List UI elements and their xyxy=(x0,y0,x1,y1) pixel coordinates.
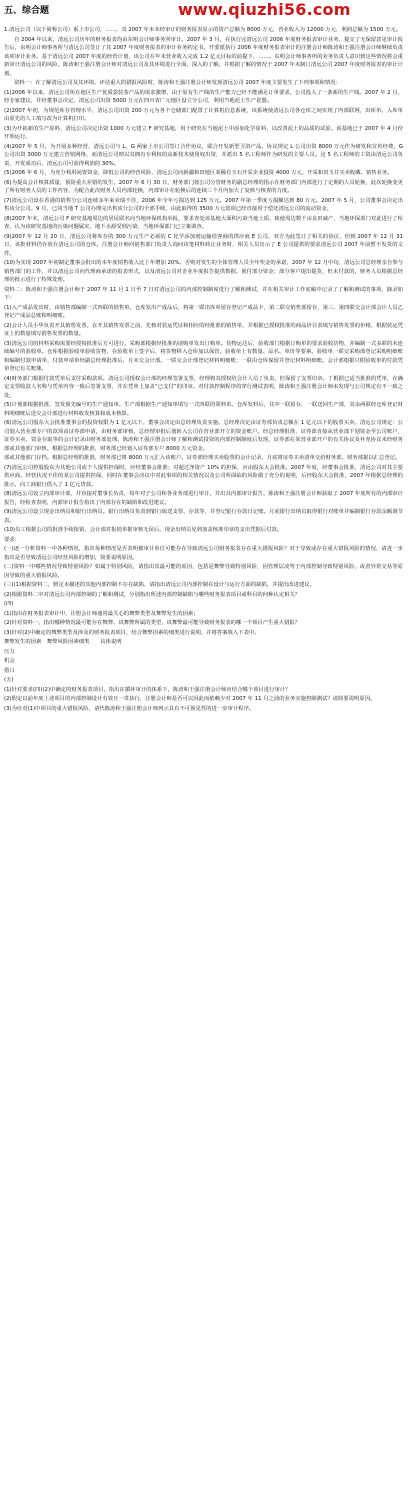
paragraph: (2)2007 年初，为规范库存管理水平，清远公司出资 200 万元为各个仓储部门配置了计算机信息系统，该系统使清远公司各仓库之间实现了内部联网，出库单、入库单由原先的人工填写改为计算机打印。 xyxy=(4,107,403,122)
paragraph: (8)清远公司设立内部审计部，并直接对董事长负责，每年对子公司和各业务部进行审计，并出具内部审计报告。陈涛和王强注册会计师获取了 2007 年度所有的内部审计报告，经检查表明，内部审计报告指出了内部存在的缺陷和改进建议。 xyxy=(4,491,403,506)
paragraph: (5)计划部根据批准，签发预先编号的生产通知单。生产部根据生产通知单填写一式四联的领料单。仓库发料后，其中一联留存，一联送回生产部，其余两联经仓库登记材料明细账后送交会计部进行材料收发核算和成本核算。 xyxy=(4,402,403,417)
paragraph: (3)针对(2)中确定的舞弊类型及涉及的财务报表项目，结合舞弊因素的细类进行说明，并将答案填入下表中。 xyxy=(4,629,260,636)
paragraph: (1)针对要求(四)(2)中确定的财务报表项目，指出在循环审计的体系下，陈涛和王强注册会计师应结合哪个项目进行审计？ xyxy=(4,686,291,693)
paragraph: (2)针对资料一，指出哪种情况最可能存在舞弊、该舞弊所属的类型，该舞弊最可能导致财务报表的哪一个项目产生重大错报？ xyxy=(4,620,301,626)
site-watermark: www.qiuzhi56.com xyxy=(178,0,351,19)
paragraph: (2)会计人员小华负责开具销售发票。在开具销售发票之前，先核对装运凭证和相应的经批准的销售单，并根据已授权批准的商品价目表填写销售发票的价格，根据装运凭证上的数量填写销售发票的数量。 xyxy=(4,322,403,337)
paragraph: (8)2007 年末，清远公司 F 研究基地周边的居民联名向当地环保机构举报，要求查处该基地大面积污染当地土质、致使周边数千亩良田减产，当地环保部门对此进行了检查，认为该研究基地的污染问题属实，地下水源受到污染，当地环保部门已立案调查。 xyxy=(4,215,403,230)
paragraph: (7)清远公司控股股东为其他公司或个人提供担保时，应经董事会批准；对超过净资产 10% 的担保，应由股东大会批准。2007 年度，经董事会批准，清远公司对其主要供应商、经营状况不佳的某公司提供担保，同时在董事会决议中对此事项的相关情况以及公司所面临的风险做了充分的说明，后经股东大会批准，2007 年根据总经理的批示，向工商银行借入了 1 亿元贷款。 xyxy=(4,464,403,488)
paragraph: 1.清远公司（以下简称公司）系上市公司，……，其 2007 年末未经审计的财务报表显示的资产总额为 8000 万元，营业收入为 12000 万元，利润总额为 1500 万元。 xyxy=(4,27,402,33)
paragraph: (3)为开拓新的生产原料，清远公司决定出资 1000 万元建立 F 研究基地，用于研究在当地泥土中添加化学原料，以改善泥土的品质的试验。该基地已于 2007 年 4 月份开始运行。 xyxy=(4,125,403,140)
paragraph: (1)2006 年以来，清远公司所在地区生产优质袋装茶产品的需求激增，由于原有生产线的生产能力已经不能满足订单要求，公司投入了一条新的生产线。2007 年 2 月，经专家建议，并经董事会决定，清远公司出资 5000 万元在四川省广元地区设立分公司，利用当地泥土生产瓷器。 xyxy=(4,89,403,104)
paragraph: (二)资料一中哪些情况导致特别风险？如属于特别风险，请指出其最可能的原因，包括是舞弊导致特别风险，因管理层凌驾于内部控制导致特别风险，或者异常交易等原因导致的重大错报风险。 xyxy=(4,564,403,579)
paragraph: (9)2007 年 12 月 20 日，清远公司将库存的 300 万元生产必须的 C 化学添加剂运输给客商的供应商 E 公司，双方为此签订了相关的协议，但到 2007 年 12 月 31 日，该批材料仍存放在清远公司的仓库。注册会计师向销售部门负责人询问该笔材料转让业务时，相关人员出示了 E 公司提供的要求清远公司 2007 年前暂不发货的文件。 xyxy=(4,233,403,257)
paragraph: (10)员工根据公司的批准手续报销，会计部对报销单据审核无误后，现金出纳员见到加盖核准印章的支出凭据后付款。 xyxy=(4,527,283,533)
paragraph: 借口 xyxy=(4,667,15,674)
paragraph: (3)清远公司的材料采购需要经授权批准后方可进行。采购部根据经批准的请购单发出订购单。货物运达后，验收部门根据订购单的要求验收货物，并编制一式多联的未连续编号的验收单。仓库根据验收单验收货物，在验收单上签字后，将货物移入仓库加以保管。验收单上有数量、品名、单价等要素。验收单一联交采购部登记采购明细账和编制付款申请单，付款申请单经副总经理批准后，月末交会计部。一联交会计部登记材料明细账；一联由仓库保留并登记材料明细账。会计部根据只附验收单的付款凭单登记有关账簿。 xyxy=(4,340,403,372)
paragraph: 压力 xyxy=(4,648,15,655)
paragraph: (9)清远公司设立现金出纳员和银行出纳员。银行出纳员负责到银行取送支票、存款等，并登记银行存款日记账。月底银行出纳员取得银行对账单并编制银行存款余额调节表。 xyxy=(4,509,403,524)
paragraph: (6)清远公司股东大会批准董事会的投资权限为 1 亿元以下。董事会决定由总经理负责实施。总经理决定由证券部负责总额在 1 亿元以下的股票买卖。清远公司规定：公司划入营业部专户的款项由证券部申请，由财务部审核，总经理审批后划转入公司在营业部开立的资金账户。经总经理批准，证券部直接从营业部下划资金至公司账户，证券买卖、资金存取等的会计记录由财务部处理。陈涛和王强注册会计师了解和测试投资的内部控制制度后发现，证券部在某营业部开户的有关协议及补充协议未经财务部或其他部门审核。根据总经理的批准，财务部已经划入证券部专户 8000 万元资金。 xyxy=(4,420,403,452)
paragraph: (四) xyxy=(4,601,14,607)
paragraph: (2)根据资料二中对清远公司内部控制的了解和测试，分别指出所述内部控制缺陷与哪些财务报表项目或科目的何种认定相关？ xyxy=(4,591,301,598)
paragraph: (五) xyxy=(4,677,14,683)
paragraph: (10)为实现 2007 年初制定董事会批出的本年度销售收入比上年增加 20%、否则对发生的全体管理人员全年奖金的承诺，2007 年 12 月中旬，清远公司总经理亲自参与销售部门的工作，并以清远公司向代理商承诺的报表形式，以及清远公司对企业年度报告提供数据、预付部分资金；部分客户提出提货，但未付款的，财务人员根据总经理的批示进行了特殊处理。 xyxy=(4,260,403,283)
paragraph: 要求： xyxy=(4,536,21,543)
paragraph: 自 2004 年以来，清远公司历年的财务报表均由东明会计师事务所审计。2007 年 3 月，在执行完清远公司 2006 年度财务报表审计业务、提交了无保留意见审计报告后，东明会计师事务所与清远公司签订了其 2007 年度财务报表的审计业务约定书。开委派执行 2006 年度财务报表审计的注册会计师陈涛和王强注册会计师继续负责该项审计业务。基于清远公司 2007 年度的经营计划，该公司在年末营业收入完成 1.2 亿元目标的前提下，……。东明会计师事务所的业务负责人意识到这些情况将会重新审计清远公司的风险。陈涛和王强注册会计师对清远公司及其环境进行全面、深入的了解，并根据了解的情况于 2007 年末制订清远公司 2007 年度财务报表的审计计划。 xyxy=(4,36,403,77)
paragraph: (三)(1)根据资料二，假定未描述的其他内部控制不存在缺陷，请指出清远公司内部控制在设计与运行方面的缺陷，并提出改进建议。 xyxy=(4,582,315,588)
paragraph: (2)假定以前年度上述项目的内部控制设计有效且一贯执行，注册会计师是否可以因此而依赖少对 2007 年 11 月之前的业务实施控制测试？请简要说明原因。 xyxy=(4,696,376,702)
paragraph: (7)清远公司设在香港的销售分公司连续多年来业绩不佳，2006 年全年亏损达到 125 万元。2007 年第一季度亏损额达到 80 万元。2007 年 5 月，公司董事会决定出售该分公司。9 月，已同当地 T 公司办理完出售该分公司的全部手续，由此取得的 3500 万元款项已经直接用于偿还清远公司的流动资金。 xyxy=(4,197,403,212)
paragraph: (4)财务部门根据付款凭单后支付采购款项。清远公司授权会计部的经理签署支票，经理将其授权给会计人员丁负责，但保留了支票印章。丁根据已适当批准的凭单，在确定支票收款人名称与凭单内容一致后签署支票，并在凭单上加盖“已支付”的印章。对付款控制程序的穿行测试表明，陈涛和王强注册会计师未发现与公司规定有不一致之处。 xyxy=(4,375,403,399)
paragraph: (3)为应对(1)中项目的重大错报风险，请代陈涛和王强注册会计师列示具有不可预见性的进一步审计程序。 xyxy=(4,705,255,712)
paragraph: (4)2007 年 5 月，为开展多种经营，清远公司与 L、G 两家上市公司签订合作协议，联合开发新型卫浴产品。协议规定 L 公司出资 8000 万元作为研发和宣传经费，G 公司出资 3000 万元建立营销网络，而清远公司则以其拥有专利权的高新技术使用权出资，并派出 5 名工程师作为研发的主要人员。这 5 名工程师的工资由清远公司负责，开发成功后，清远公司可获得利润的 30%。 xyxy=(4,143,403,167)
paragraph: (6)为提高会计核算质量，预防重大差错的发生，2007 年 6 月 30 日，财务部门按公司分管财务的副总经理的指示在财务部门内部进行了定期的人员轮换，此次轮换变更了所有财务人员的工作内容，为配合此次财务人员内部轮换，内部审计在轮换后的连续三个月内加大了复核与核查的力度。 xyxy=(4,179,403,194)
document-body xyxy=(4,26,403,714)
paragraph: 机会 xyxy=(4,658,15,664)
paragraph: 部或其他部门存档。根据总经理的批准，财务部已将 8000 万元汇入该账户。证券部经理买卖股票的会计记录，月底将证券买卖清单交给财务部，财务部据以汇总登记。 xyxy=(4,455,401,461)
paragraph: (5)2006 年 6 月，为充分利用闲置资金，降低公司的经营风险，清远公司向新疆和田地区某稀有玉石开采企业投资 4000 万元，开采和田玉并买卖收藏、销售业务。 xyxy=(4,170,393,176)
paragraph: (1)入产成品发出时，由销售部编制一式四联的销售单。仓库发出产成品后，将第一联出库单留存登记产成品卡，第二联交销售部留存，第三、第四联交会计部会计人员乙登记产成品总账和明细账。 xyxy=(4,304,403,319)
paragraph: (一)逐一分析资料一中各种情况，指出每种情况是否表明被审计单位可能存在导致清远公司财务报表存在重大错报风险？对于导致或存在重大错报风险的情况，请进一步指出是否导致清远公司经营风险的增加，简要说明原因。 xyxy=(4,546,403,561)
paragraph: 舞弊发生的因素 舞弊风险因素细类 具体说明 xyxy=(4,639,122,645)
paragraph: 资料二：陈涛和王强注册会计师于 2007 年 11 月 1 日至 7 日对清远公司的内部控制制度进行了解和测试，并在相关审计工作底稿中记录了了解和测试的事项，摘录如下： xyxy=(4,286,403,301)
paragraph: (1)指出在财务报表审计中，注册会计师通常最关心的舞弊类型及舞弊发生的因素； xyxy=(4,610,199,617)
paragraph: 资料一：在了解清远公司及其环境、评估重大的错报风险时，陈涛和王强注册会计师发现清远公司 2007 年度主要发生了下列事项和情况： xyxy=(14,80,341,86)
section-title: 五、综合题 xyxy=(4,6,50,16)
